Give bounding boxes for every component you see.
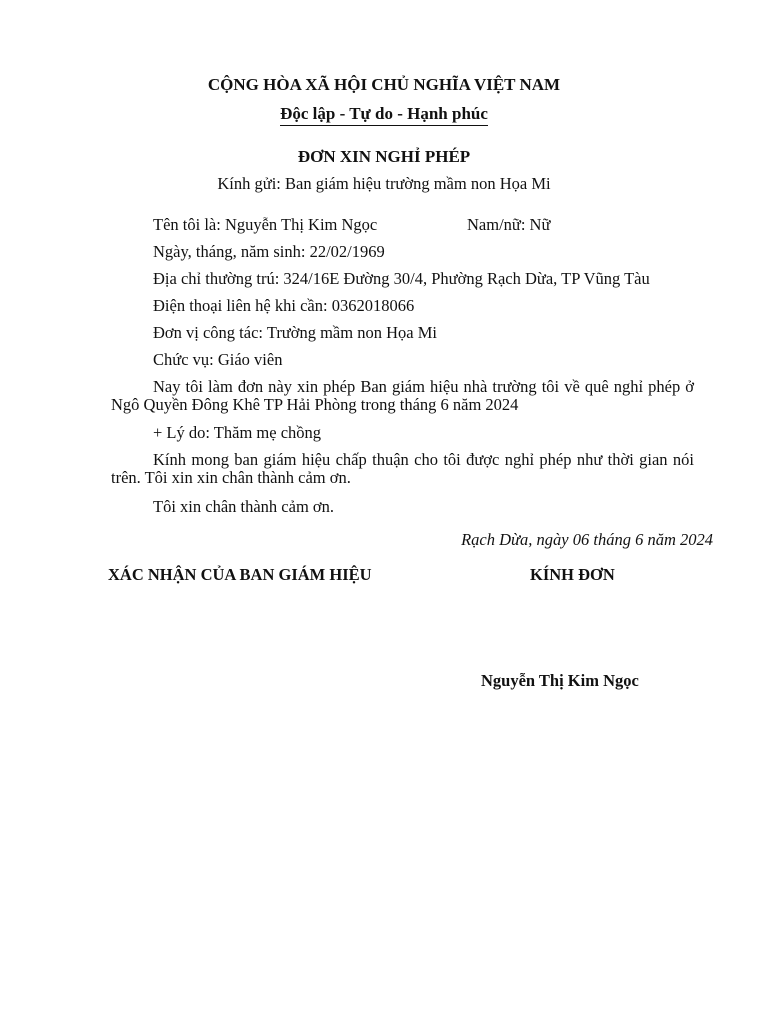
principal-confirmation-label: XÁC NHẬN CỦA BAN GIÁM HIỆU [108, 565, 372, 584]
name-line: Tên tôi là: Nguyễn Thị Kim Ngọc [153, 215, 378, 234]
signer-name: Nguyễn Thị Kim Ngọc [481, 671, 639, 690]
date-line: Rạch Dừa, ngày 06 tháng 6 năm 2024 [461, 530, 713, 549]
national-title: CỘNG HÒA XÃ HỘI CHỦ NGHĨA VIỆT NAM [207, 75, 561, 94]
address-line: Địa chỉ thường trú: 324/16E Đường 30/4, Phường Rạch Dừa, TP Vũng Tàu [153, 269, 650, 288]
motto-wrap [0, 104, 768, 126]
gender-line: Nam/nữ: Nữ [467, 215, 551, 234]
document-title: ĐƠN XIN NGHỈ PHÉP [297, 147, 471, 166]
workplace-line: Đơn vị công tác: Trường mầm non Họa Mi [153, 323, 437, 342]
hope-paragraph: Kính mong ban giám hiệu chấp thuận cho tôi được nghỉ phép như thời gian nói trên. Tôi xin xin chân thành cảm ơn. [111, 450, 694, 487]
recipient-line: Kính gửi: Ban giám hiệu trường mầm non Họa Mi [217, 174, 551, 193]
applicant-signature-label: KÍNH ĐƠN [530, 565, 615, 584]
thanks-line: Tôi xin chân thành cảm ơn. [153, 497, 335, 516]
phone-line: Điện thoại liên hệ khi cần: 0362018066 [153, 296, 415, 315]
position-line: Chức vụ: Giáo viên [153, 350, 283, 369]
motto: Độc lập - Tự do - Hạnh phúc [280, 104, 488, 126]
reason-line: + Lý do: Thăm mẹ chồng [153, 423, 322, 442]
dob-line: Ngày, tháng, năm sinh: 22/02/1969 [153, 242, 385, 261]
request-paragraph: Nay tôi làm đơn này xin phép Ban giám hiệu nhà trường tôi về quê nghỉ phép ở Ngô Quyền Đông Khê TP Hải Phòng trong tháng 6 năm 2024 [111, 377, 694, 414]
